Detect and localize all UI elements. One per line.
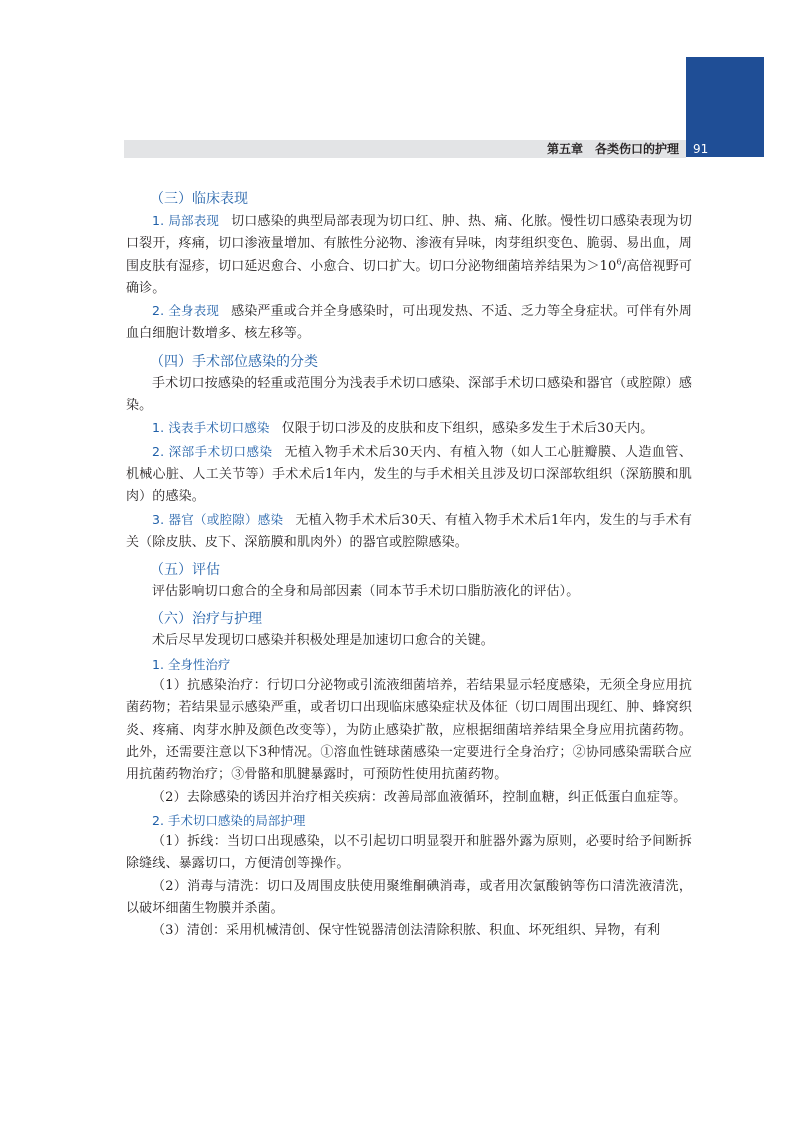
- paragraph-classification-intro: 手术切口按感染的轻重或范围分为浅表手术切口感染、深部手术切口感染和器官（或腔隙）感染。: [126, 375, 692, 414]
- subheading-local-signs: 1. 局部表现: [152, 213, 220, 228]
- paragraph-deep: [126, 441, 692, 509]
- paragraph-treatment-intro: 术后尽早发现切口感染并积极处理是加速切口愈合的关键。: [152, 633, 494, 649]
- subheading-deep: 2. 深部手术切口感染: [152, 443, 273, 459]
- page-body: [126, 188, 692, 943]
- paragraph-assessment: 评估影响切口愈合的全身和局部因素（同本节手术切口脂肪液化的评估）。: [152, 584, 580, 600]
- exponent: 6: [616, 257, 622, 267]
- subheading-local-care: 2. 手术切口感染的局部护理: [152, 812, 306, 828]
- superficial-text: 仅限于切口涉及的皮肤和皮下组织，感染多发生于术后30天内。: [281, 421, 654, 437]
- section-heading-clinical: （三）临床表现: [150, 191, 248, 207]
- subheading-systemic-signs: 2. 全身表现: [152, 303, 220, 319]
- subheading-local-care-line: [152, 809, 692, 831]
- subheading-organ-space: 3. 器官（或腔隙）感染: [152, 511, 284, 527]
- paragraph-suture-removal: （1）拆线：当切口出现感染，以不引起切口明显裂开和脏器外露为原则，必要时给予间断拆除缝线、暴露切口，方便清创等操作。: [126, 834, 692, 872]
- paragraph-remove-causes: （2）去除感染的诱因并治疗相关疾病：改善局部血液循环，控制血糖，纠正低蛋白血症等。: [152, 789, 687, 805]
- section-heading-classification: （四）手术部位感染的分类: [150, 353, 318, 370]
- section-heading-treatment: （六）治疗与护理: [150, 611, 262, 628]
- local-signs-text-b: /高倍视野可确诊。: [126, 258, 692, 296]
- systemic-signs-text: 感染严重或合并全身感染时，可出现发热、不适、乏力等全身症状。可伴有外周血白细胞计数增多、核左移等。: [126, 304, 692, 342]
- paragraph-superficial: [126, 417, 692, 440]
- paragraph-debridement: （3）清创：采用机械清创、保守性锐器清创法清除积脓、积血、坏死组织、异物，有利: [152, 923, 661, 939]
- paragraph-organ-space: [126, 509, 692, 555]
- paragraph-systemic-signs: [126, 300, 692, 346]
- subheading-systemic-treatment-line: [152, 653, 692, 675]
- paragraph-antiinfection: （1）抗感染治疗：行切口分泌物或引流液细菌培养，若结果显示轻度感染，无须全身应用抗菌药物；若结果显示感染严重，或者切口出现临床感染症状及体征（切口周围出现红、肿、蜂窝织炎、疼痛、肉芽水肿及颜色改变等），为防止感染扩散，应根据细菌培养结果全身应用抗菌药物。此外，还需要注意以下3种情况。①溶血性链球菌感染一定要进行全身治疗；②协同感染需联合应用抗菌药物治疗；③骨骼和肌腱暴露时，可预防性使用抗菌药物。: [126, 678, 692, 783]
- chapter-title: 第五章 各类伤口的护理: [546, 142, 679, 156]
- section-heading-assessment: （五）评估: [150, 562, 220, 579]
- page-number: 91: [693, 142, 709, 156]
- running-header: [124, 140, 686, 158]
- local-signs-text-a: 切口感染的典型局部表现为切口红、肿、热、痛、化脓。慢性切口感染表现为切口裂开，疼痛，切口渗液量增加、有脓性分泌物、渗液有异味，肉芽组织变色、脆弱、易出血，周围皮肤有湿疹，切口延迟愈合、小愈合、切口扩大。切口分泌物细菌培养结果为＞10: [126, 214, 692, 274]
- organ-space-text: 无植入物手术术后30天、有植入物手术术后1年内，发生的与手术有关（除皮肤、皮下、深筋膜和肌肉外）的器官或腔隙感染。: [126, 512, 692, 550]
- subheading-superficial: 1. 浅表手术切口感染: [152, 420, 270, 436]
- paragraph-disinfection: （2）消毒与清洗：切口及周围皮肤使用聚维酮碘消毒，或者用次氯酸钠等伤口清洗液清洗，以破坏细菌生物膜并杀菌。: [126, 878, 692, 917]
- deep-text: 无植入物手术术后30天内、有植入物（如人工心脏瓣膜、人造血管、机械心脏、人工关节等）手术术后1年内，发生的与手术相关且涉及切口深部软组织（深筋膜和肌肉）的感染。: [126, 444, 692, 505]
- subheading-systemic-treatment: 1. 全身性治疗: [152, 656, 231, 672]
- paragraph-local-signs: [126, 210, 692, 300]
